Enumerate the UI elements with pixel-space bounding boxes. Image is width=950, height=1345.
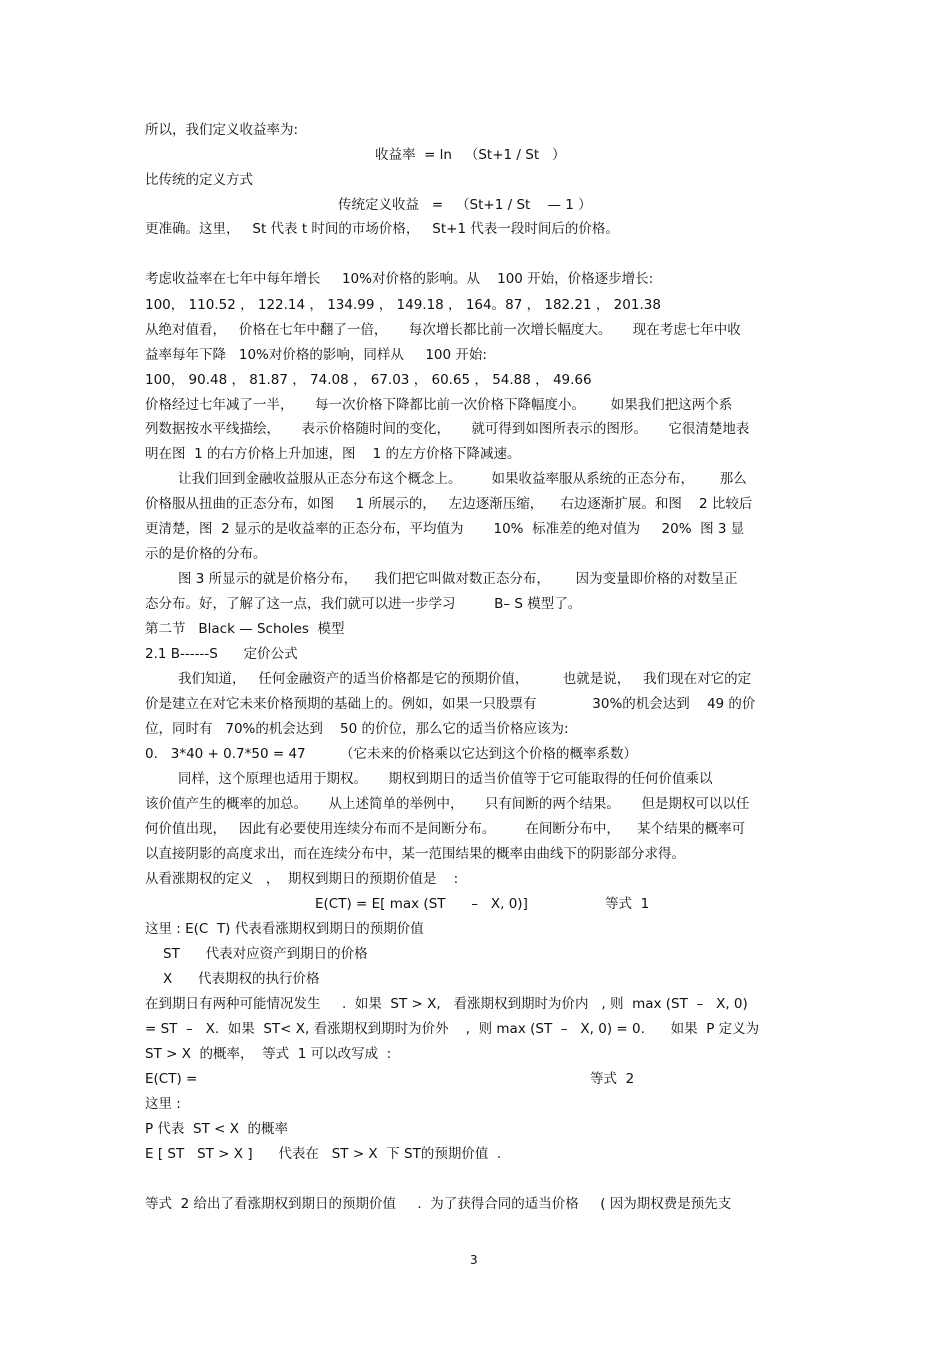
formula-traditional: 传统定义收益 = （St+1 / St — 1 ） — [338, 197, 592, 213]
text-line: 等式 2 给出了看涨期权到期日的预期价值 . 为了获得合同的适当价格 ( 因为期权费是预先支 — [145, 1196, 732, 1212]
text-line: 明在图 1 的右方价格上升加速，图 1 的左方价格下降减速。 — [145, 446, 521, 462]
text-line: 在到期日有两种可能情况发生 . 如果 ST > X, 看涨期权到期时为价内 , 则 max (ST – X, 0) — [145, 996, 748, 1012]
section-heading: 第二节 Black — Scholes 模型 — [145, 621, 345, 637]
text-line: = ST – X. 如果 ST< X, 看涨期权到期时为价外 , 则 max (ST – X, 0) = 0. 如果 P 定义为 — [145, 1021, 760, 1037]
formula-return: 收益率 = ln （St+1 / St ） — [375, 147, 566, 163]
text-line: 这里 : — [145, 1096, 181, 1112]
text-line: 图 3 所显示的就是价格分布， 我们把它叫做对数正态分布， 因为变量即价格的对数呈正 — [178, 571, 738, 587]
text-line: 100， 90.48 ， 81.87 ， 74.08 ， 67.03 ， 60.65 ， 54.88 ， 49.66 — [145, 372, 592, 388]
text-line: 比传统的定义方式 — [145, 172, 253, 188]
text-line: 从绝对值看， 价格在七年中翻了一倍， 每次增长都比前一次增长幅度大。 现在考虑七年中收 — [145, 322, 741, 338]
text-line: 这里 : E(C T) 代表看涨期权到期日的预期价值 — [145, 921, 424, 937]
equation-1: E(CT) = E[ max (ST – X, 0)] — [315, 896, 528, 912]
subsection-heading: 2.1 B------S 定价公式 — [145, 646, 298, 662]
text-line: X 代表期权的执行价格 — [163, 971, 320, 987]
text-line: E [ ST ST > X ] 代表在 ST > X 下 ST的预期价值 . — [145, 1146, 502, 1162]
text-line: 更清楚，图 2 显示的是收益率的正态分布，平均值为 10% 标准差的绝对值为 20% 图 3 显 — [145, 521, 745, 537]
text-line: 100， 110.52 ， 122.14 ， 134.99 ， 149.18 ， 164。87 ， 182.21 ， 201.38 — [145, 297, 661, 313]
text-line: 所以，我们定义收益率为: — [145, 122, 299, 138]
text-line: 以直接阴影的高度求出，而在连续分布中，某一范围结果的概率由曲线下的阴影部分求得。 — [145, 846, 685, 862]
text-line: 益率每年下降 10%对价格的影响，同样从 100 开始: — [145, 347, 487, 363]
text-line: 0. 3*40 + 0.7*50 = 47 （它未来的价格乘以它达到这个价格的概率系数） — [145, 746, 637, 762]
equation-1-label: 等式 1 — [605, 896, 650, 912]
equation-2: E(CT) = — [145, 1071, 198, 1087]
text-line: 考虑收益率在七年中每年增长 10%对价格的影响。从 100 开始，价格逐步增长: — [145, 271, 654, 287]
text-line: 何价值出现， 因此有必要使用连续分布而不是间断分布。 在间断分布中， 某个结果的概率可 — [145, 821, 746, 837]
text-line: 同样，这个原理也适用于期权。 期权到期日的适当价值等于它可能取得的任何价值乘以 — [178, 771, 713, 787]
text-line: 从看涨期权的定义 ， 期权到期日的预期价值是 : — [145, 871, 459, 887]
text-line: P 代表 ST < X 的概率 — [145, 1121, 289, 1137]
text-line: ST 代表对应资产到期日的价格 — [163, 946, 368, 962]
text-line: 列数据按水平线描绘， 表示价格随时间的变化， 就可得到如图所表示的图形。 它很清楚地表 — [145, 421, 750, 437]
text-line: 该价值产生的概率的加总。 从上述简单的举例中， 只有间断的两个结果。 但是期权可以以任 — [145, 796, 750, 812]
equation-2-label: 等式 2 — [590, 1071, 635, 1087]
text-line: 更准确。这里， St 代表 t 时间的市场价格， St+1 代表一段时间后的价格。 — [145, 221, 619, 237]
text-line: ST > X 的概率， 等式 1 可以改写成 : — [145, 1046, 392, 1062]
text-line: 价是建立在对它未来价格预期的基础上的。例如，如果一只股票有 30%的机会达到 49 的价 — [145, 696, 756, 712]
text-line: 我们知道， 任何金融资产的适当价格都是它的预期价值， 也就是说， 我们现在对它的定 — [178, 671, 752, 687]
page-number: 3 — [470, 1253, 478, 1267]
text-line: 价格经过七年减了一半， 每一次价格下降都比前一次价格下降幅度小。 如果我们把这两个系 — [145, 397, 733, 413]
text-line: 态分布。好，了解了这一点，我们就可以进一步学习 B– S 模型了。 — [145, 596, 582, 612]
text-line: 价格服从扭曲的正态分布，如图 1 所展示的， 左边逐渐压缩， 右边逐渐扩展。和图 2 比较后 — [145, 496, 753, 512]
text-line: 示的是价格的分布。 — [145, 546, 267, 562]
text-line: 位，同时有 70%的机会达到 50 的价位，那么它的适当价格应该为: — [145, 721, 569, 737]
text-line: 让我们回到金融收益服从正态分布这个概念上。 如果收益率服从系统的正态分布， 那么 — [178, 471, 747, 487]
